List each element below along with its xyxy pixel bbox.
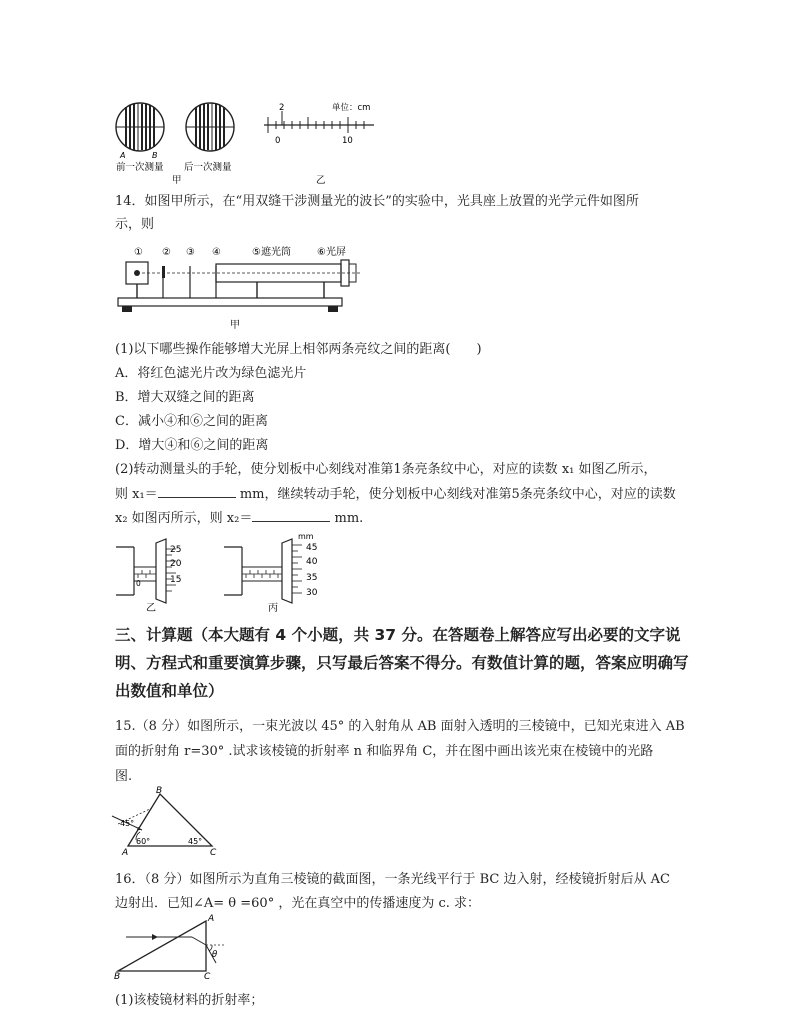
q14-part2-line2-b: mm，继续转动手轮，使分划板中心刻线对准第5条亮条纹中心，对应的读数 bbox=[235, 487, 676, 502]
micrometer-yi-tick-15: 15 bbox=[170, 575, 182, 585]
q16-vertex-b: B bbox=[114, 972, 121, 982]
before-measure-reticle bbox=[116, 103, 164, 151]
q14-part2-line3-b: mm. bbox=[330, 511, 364, 526]
micrometer-bing-tick-30: 30 bbox=[306, 588, 318, 598]
label-a: A bbox=[120, 151, 126, 160]
micrometer-yi-tick-20: 20 bbox=[170, 559, 182, 569]
micrometer-bing-tick-35: 35 bbox=[306, 573, 318, 583]
q15-angle-60: 60° bbox=[136, 837, 151, 846]
q16-part1: (1)该棱镜材料的折射率； bbox=[115, 993, 264, 1008]
q15-line1: 15.（8 分）如图所示，一束光波以 45° 的入射角从 AB 面射入透明的三棱镜中，已知光束进入 AB bbox=[115, 719, 685, 734]
bench-label-6: ⑥光屏 bbox=[317, 247, 346, 258]
q16-line1: 16．（8 分）如图所示为直角三棱镜的截面图，一条光线平行于 BC 边入射，经棱镜折射后从 AC bbox=[115, 872, 670, 887]
micrometer-yi-tick-25: 25 bbox=[170, 545, 182, 555]
section3-title: 三、计算题（本大题有 4 个小题，共 37 分。在答题卷上解答应写出必要的文字说明、方程式和重要演算步骤，只写最后答案不得分。有数值计算的题，答案应明确写出数值和单位） bbox=[115, 626, 689, 700]
micrometer-yi-small: 0 bbox=[136, 579, 141, 588]
ruler-top-tick: 2 bbox=[279, 103, 285, 113]
bench-label-5: ⑤遮光筒 bbox=[252, 247, 291, 258]
bench-label-4: ④ bbox=[212, 247, 221, 258]
q14-option-a: A．将红色滤光片改为绿色滤光片 bbox=[115, 366, 307, 381]
ruler-unit: 单位：cm bbox=[332, 103, 371, 113]
q16-prism-figure bbox=[112, 914, 242, 982]
q15-angle-45-bottom: 45° bbox=[188, 837, 203, 846]
micrometer-bing-tick-45: 45 bbox=[306, 543, 318, 553]
top-figure bbox=[112, 95, 382, 185]
micrometer-bing-caption: 丙 bbox=[268, 603, 278, 614]
q14-option-b: B．增大双缝之间的距离 bbox=[115, 390, 255, 405]
q14-option-c: C．减小④和⑥之间的距离 bbox=[115, 414, 268, 429]
q15-line3: 图. bbox=[115, 769, 133, 784]
q14-part2-line1: (2)转动测量头的手轮，使分划板中心刻线对准第1条亮条纹中心，对应的读数 x₁ 如图乙所示， bbox=[115, 462, 657, 477]
answer-blank-x1[interactable] bbox=[158, 485, 236, 498]
caption-jia: 甲 bbox=[172, 175, 182, 186]
optical-bench-figure bbox=[112, 242, 372, 334]
bench-caption: 甲 bbox=[230, 320, 240, 331]
micrometer-bing bbox=[224, 532, 318, 614]
q14-part1: (1)以下哪些操作能够增大光屏上相邻两条亮纹之间的距离( ) bbox=[115, 342, 482, 357]
q14-line2: 示，则 bbox=[115, 217, 155, 232]
label-b: B bbox=[152, 151, 158, 160]
bench-label-3: ③ bbox=[186, 247, 195, 258]
ruler-tick-0: 0 bbox=[275, 136, 281, 146]
ruler bbox=[264, 102, 374, 146]
micrometer-bing-unit: mm bbox=[298, 532, 314, 541]
q16-theta: θ bbox=[212, 950, 218, 960]
q14-part2-line2 bbox=[115, 485, 676, 504]
answer-blank-x2[interactable] bbox=[252, 509, 330, 522]
q15-vertex-b: B bbox=[156, 786, 163, 796]
q14-line1: 14．如图甲所示，在“用双缝干涉测量光的波长”的实验中，光具座上放置的光学元件如图所 bbox=[115, 194, 639, 209]
q14-part2-line3-a: x₂ 如图丙所示，则 x₂＝ bbox=[115, 511, 253, 526]
q15-angle-45-top: 45° bbox=[120, 819, 135, 828]
micrometer-yi bbox=[116, 539, 182, 614]
q15-vertex-c: C bbox=[210, 848, 217, 858]
micrometer-bing-tick-40: 40 bbox=[306, 557, 318, 567]
q14-part2-line2-a: 则 x₁＝ bbox=[115, 487, 158, 502]
q14-part2-line3 bbox=[115, 509, 363, 528]
after-label: 后一次测量 bbox=[184, 162, 232, 173]
q16-vertex-c: C bbox=[204, 972, 211, 982]
before-label: 前一次测量 bbox=[116, 162, 164, 173]
q15-prism-figure bbox=[112, 788, 232, 858]
q15-vertex-a: A bbox=[122, 848, 129, 858]
caption-yi-top: 乙 bbox=[316, 175, 326, 186]
q16-vertex-a: A bbox=[208, 914, 215, 924]
q16-line2: 边射出．已知∠A= θ =60° ，光在真空中的传播速度为 c. 求： bbox=[115, 896, 481, 911]
bench-label-2: ② bbox=[162, 247, 171, 258]
after-measure-reticle bbox=[186, 103, 234, 151]
micrometer-figures bbox=[112, 532, 362, 615]
q15-line2: 面的折射角 r=30° .试求该棱镜的折射率 n 和临界角 C，并在图中画出该光束在棱镜中的光路 bbox=[115, 744, 654, 759]
bench-label-1: ① bbox=[134, 247, 143, 258]
q14-option-d: D．增大④和⑥之间的距离 bbox=[115, 438, 269, 453]
micrometer-yi-caption: 乙 bbox=[146, 603, 156, 614]
ruler-tick-10: 10 bbox=[342, 136, 353, 146]
